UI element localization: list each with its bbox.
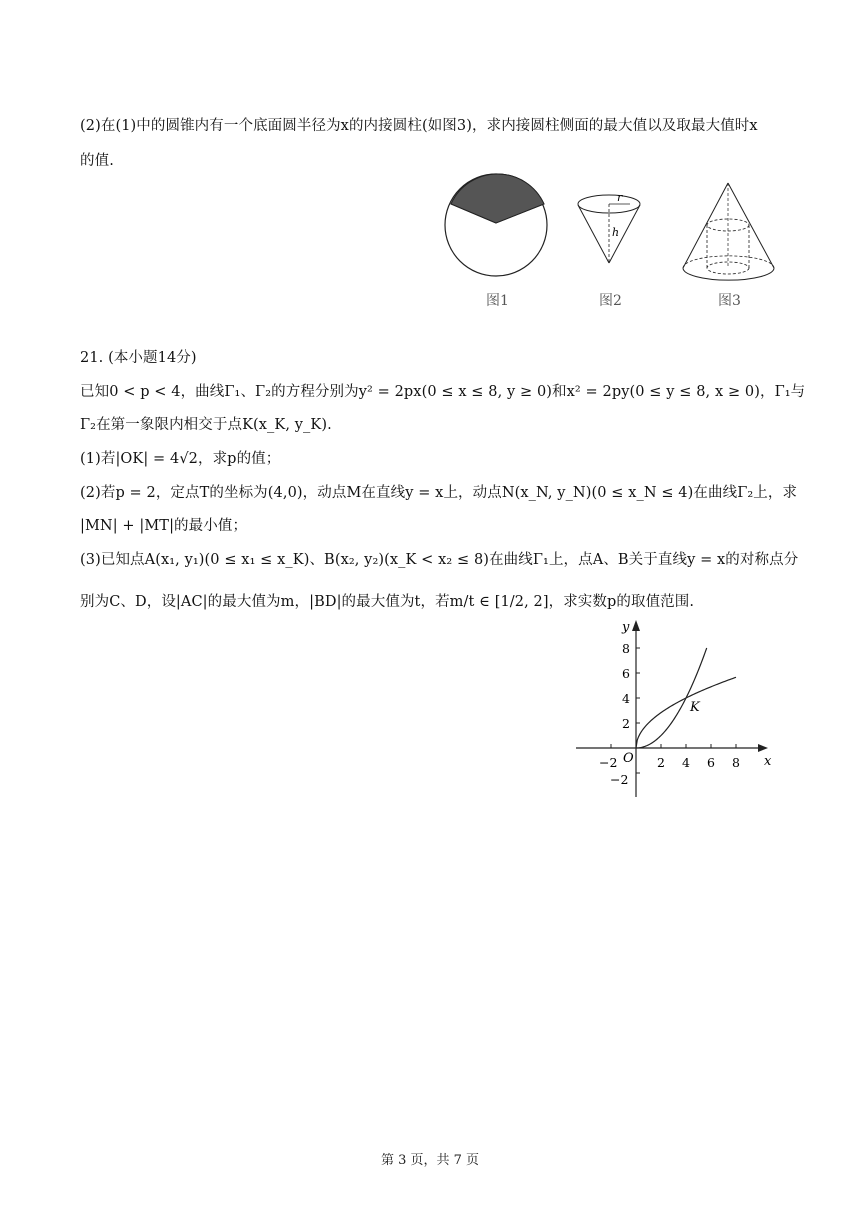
figure2-r-label: r [617,191,623,204]
y-axis-arrow [632,620,640,631]
figure2-h-label: h [612,226,620,239]
q21-stem-line1: 已知0 < p < 4，曲线Γ₁、Γ₂的方程分别为y² = 2px(0 ≤ x ≤ 8, y ≥ 0)和x² = 2py(0 ≤ y ≤ 8, x ≥ 0)，Γ₁与 [80,384,806,400]
x-tick-label: 2 [657,755,665,770]
q21-part2-line1: (2)若p = 2，定点T的坐标为(4,0)，动点M在直线y = x上，动点N(x_N, y_N)(0 ≤ x_N ≤ 4)在曲线Γ₂上，求 [80,485,798,501]
figure2-cone [578,191,640,263]
y-tick-label: 8 [622,641,630,656]
curve-graph [570,615,785,800]
figure2-caption: 图2 [599,293,622,309]
q21-stem-line2: Γ₂在第一象限内相交于点K(x_K, y_K). [80,417,332,433]
x-tick-label: 4 [682,755,690,770]
q21-part1: (1)若|OK| = 4√2，求p的值； [80,451,281,467]
y-tick-label: 4 [622,691,630,706]
x-axis-arrow [758,744,768,752]
y-tick-label: 2 [622,716,630,731]
figure3-cone-cylinder [683,183,774,280]
x-axis-label: x [764,754,772,769]
q20-part2-line1: (2)在(1)中的圆锥内有一个底面圆半径为x的内接圆柱(如图3)，求内接圆柱侧面的最大值以及取最大值时x [80,118,758,134]
q20-part2-line2: 的值. [80,153,114,169]
figure3-caption: 图3 [718,293,741,309]
y-tick-label: 6 [622,666,630,681]
cone-figures [430,170,800,290]
y-axis-label: y [622,620,630,635]
x-tick-label: −2 [599,755,618,770]
page-footer: 第 3 页，共 7 页 [380,1153,480,1168]
curve-gamma1 [636,677,736,748]
point-k-label: K [690,700,700,715]
figure1-circle-sector [445,174,547,276]
q21-part3-line2: 别为C、D，设|AC|的最大值为m，|BD|的最大值为t，若m/t ∈ [1/2, 2]，求实数p的取值范围. [80,594,695,610]
curve-gamma2 [636,648,707,748]
y-tick-label: −2 [610,772,629,787]
figure1-caption: 图1 [486,293,509,309]
x-tick-label: 8 [732,755,740,770]
q21-part3-line1: (3)已知点A(x₁, y₁)(0 ≤ x₁ ≤ x_K)、B(x₂, y₂)(x_K < x₂ ≤ 8)在曲线Γ₁上，点A、B关于直线y = x的对称点分 [80,552,799,568]
q21-part2-line2: |MN| + |MT|的最小值； [80,518,248,534]
origin-label: O [623,751,634,766]
x-tick-label: 6 [707,755,715,770]
q21-header: 21. (本小题14分) [80,350,197,366]
